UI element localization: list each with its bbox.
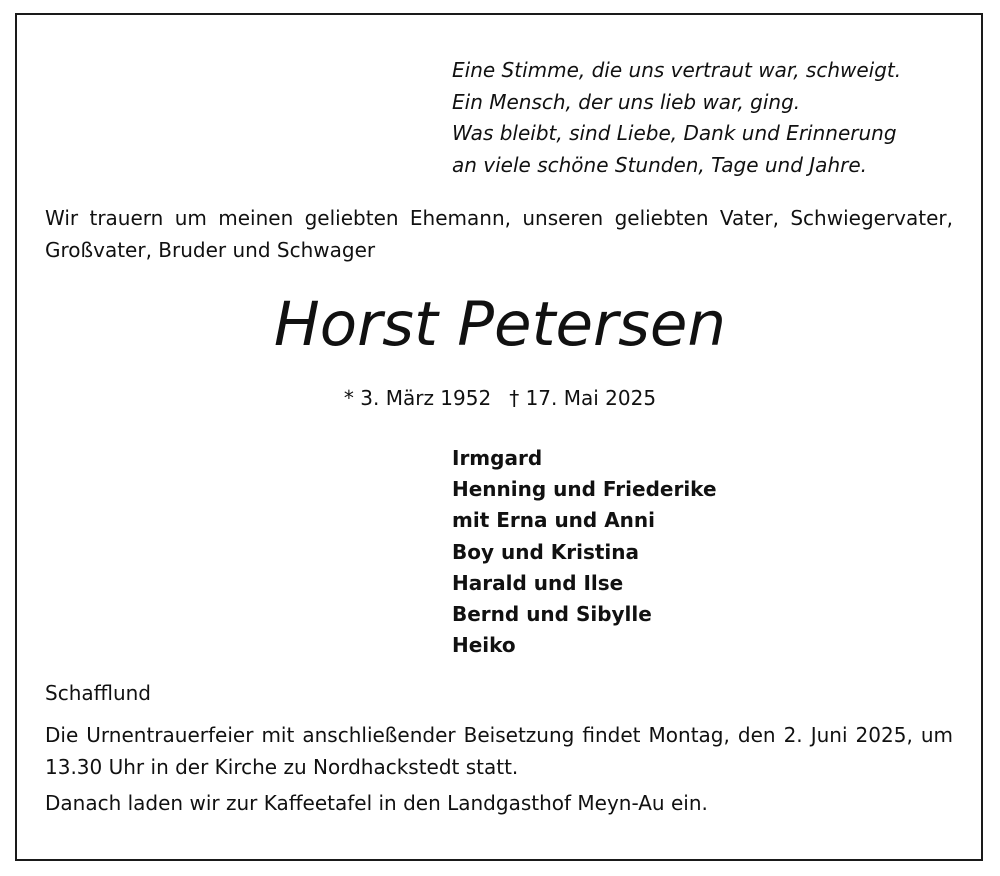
- poem-line: Was bleibt, sind Liebe, Dank und Erinnerung: [452, 121, 897, 145]
- mourner-name: Irmgard: [452, 446, 543, 470]
- memorial-poem: [452, 55, 901, 181]
- mourner-name: Harald und Ilse: [452, 570, 624, 595]
- mourner-name: Bernd und Sibylle: [452, 602, 652, 627]
- mourner-name: Henning und Friederike: [452, 477, 717, 502]
- ceremony-notice: Die Urnentrauerfeier mit anschließender Beisetzung findet Montag, den 2. Juni 2025, um 13.30 Uhr in der Kirche zu Nordhackstedt statt.: [45, 723, 953, 779]
- poem-line: Ein Mensch, der uns lieb war, ging.: [452, 89, 801, 114]
- mourner-name: Heiko: [452, 633, 516, 658]
- deceased-name: Horst Petersen: [273, 289, 727, 360]
- mourning-intro: Wir trauern um meinen geliebten Ehemann, unseren geliebten Vater, Schwiegervater, Großvater, Bruder und Schwager: [45, 206, 953, 262]
- coffee-invitation: Danach laden wir zur Kaffeetafel in den Landgasthof Meyn-Au ein.: [45, 791, 708, 815]
- mourner-name: Boy und Kristina: [452, 539, 640, 564]
- mourners-list: [452, 443, 717, 661]
- poem-line: Eine Stimme, die uns vertraut war, schweigt.: [452, 58, 902, 82]
- mourner-name: mit Erna und Anni: [452, 508, 656, 533]
- birth-date: * 3. März 1952: [343, 386, 492, 410]
- place-name: Schafflund: [45, 681, 152, 705]
- death-date: † 17. Mai 2025: [509, 386, 657, 410]
- poem-line: an viele schöne Stunden, Tage und Jahre.: [452, 152, 867, 177]
- life-dates: [0, 382, 1000, 414]
